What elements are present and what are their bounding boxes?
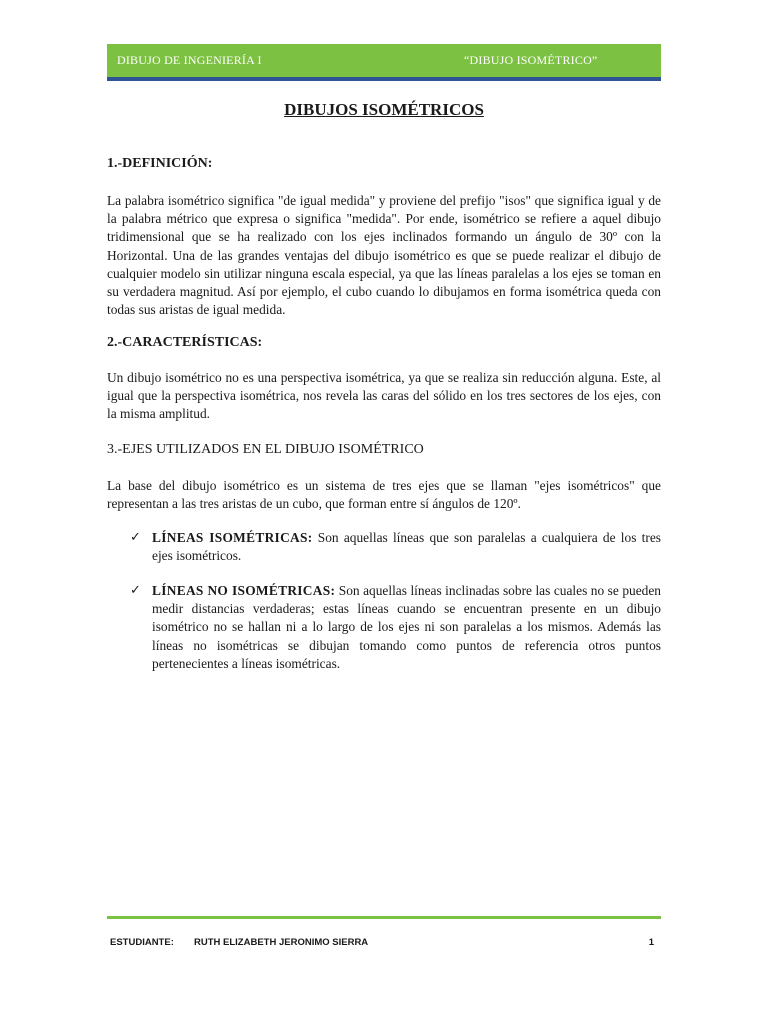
- checkmark-icon: ✓: [130, 530, 141, 545]
- document-title: DIBUJOS ISOMÉTRICOS: [284, 100, 484, 119]
- footer-student-label: ESTUDIANTE:: [110, 937, 174, 948]
- page-footer: [110, 937, 658, 951]
- section-body-definicion: La palabra isométrico significa "de igual medida" y proviene del prefijo "isos" que significa igual y de la palabra métrico que expresa o significa "medida". Por ende, isométrico se refiere a aquel dibujo tridimensional que se ha realizado con los ejes inclinados formando un ángulo de 30º con la Horizontal. Una de las grandes ventajas del dibujo isométrico es que se puede realizar el dibujo de cualquier modelo sin utilizar ninguna escala especial, ya que las líneas paralelas a los ejes se toman en su verdadera magnitud. Así por ejemplo, el cubo cuando lo dibujamos en forma isométrica queda con todas sus aristas de igual medida.: [107, 193, 661, 318]
- footer-divider: [107, 916, 661, 919]
- bullet-term: LÍNEAS ISOMÉTRICAS:: [152, 530, 313, 545]
- section-heading-ejes: 3.-EJES UTILIZADOS EN EL DIBUJO ISOMÉTRICO: [107, 442, 424, 457]
- section-heading-definicion: 1.-DEFINICIÓN:: [107, 156, 213, 171]
- bullet-term: LÍNEAS NO ISOMÉTRICAS:: [152, 583, 336, 598]
- section-heading-caracteristicas: 2.-CARACTERÍSTICAS:: [107, 335, 263, 350]
- bullet-item-lineas-no-isometricas: [130, 582, 661, 673]
- header-course: DIBUJO DE INGENIERÍA I: [117, 53, 262, 67]
- checkmark-icon: ✓: [130, 583, 141, 598]
- footer-student-name: RUTH ELIZABETH JERONIMO SIERRA: [194, 937, 369, 948]
- page-header: [107, 44, 661, 81]
- section-body-ejes: La base del dibujo isométrico es un sistema de tres ejes que se llaman "ejes isométricos" que representan a las tres aristas de un cubo, que forman entre sí ángulos de 120º.: [107, 478, 661, 512]
- bullet-text: Son aquellas líneas inclinadas sobre las cuales no se pueden medir distancias verdaderas; estas líneas cuando se encuentran presente en un dibujo isométrico no se hallan ni a lo largo de los ejes ni son paralelas a los mismos. Además las líneas no isométricas se dibujan tomando como puntos de referencia otros puntos pertenecientes a líneas isométricas.: [152, 583, 661, 671]
- header-topic: “DIBUJO ISOMÉTRICO”: [464, 53, 598, 67]
- section-body-caracteristicas: Un dibujo isométrico no es una perspectiva isométrica, ya que se realiza sin reducción alguna. Este, al igual que la perspectiva isométrica, nos revela las caras del sólido en los tres sectores de los ejes, con la misma amplitud.: [107, 370, 661, 422]
- bullet-item-lineas-isometricas: [130, 529, 661, 565]
- page-number: 1: [648, 937, 654, 948]
- bullet-text: Son aquellas líneas que son paralelas a cualquiera de los tres ejes isométricos.: [152, 530, 661, 564]
